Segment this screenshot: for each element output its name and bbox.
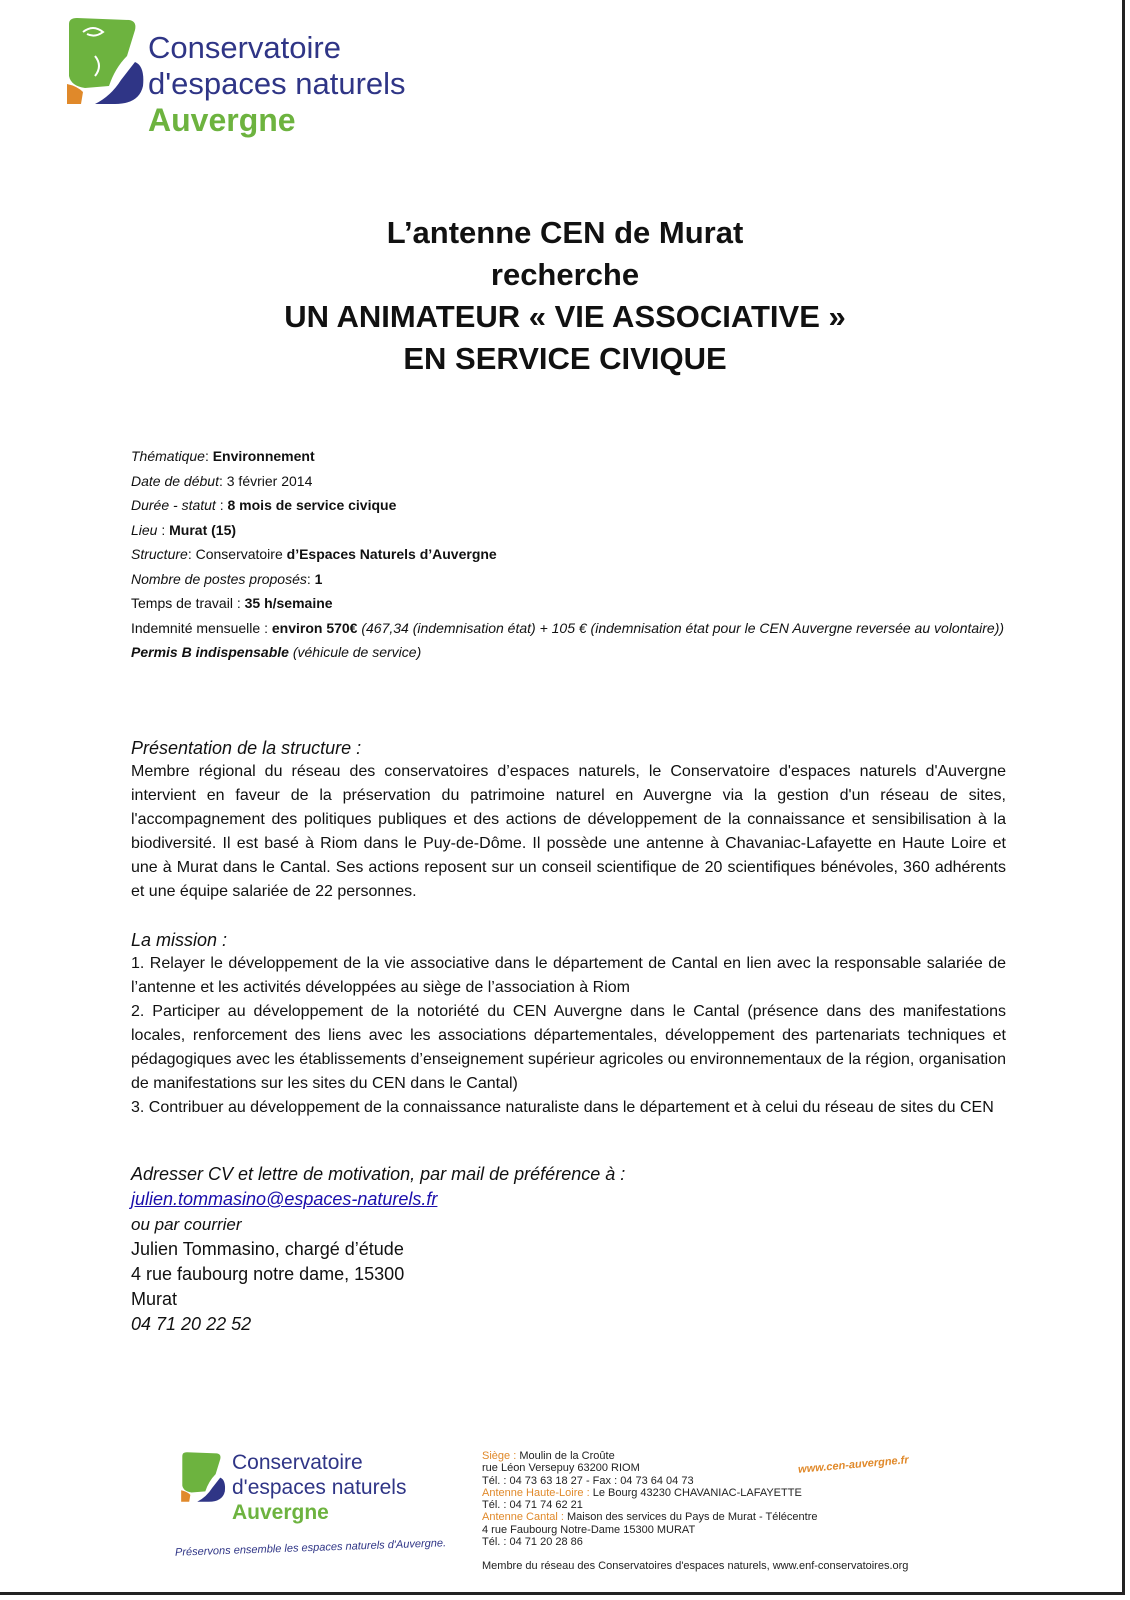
logo-line2: d'espaces naturels — [148, 66, 406, 101]
footer-logo-line1: Conservatoire — [232, 1451, 363, 1474]
footer-membre: Membre du réseau des Conservatoires d'espaces naturels, www.enf-conservatoires.org — [482, 1560, 909, 1573]
detail-lieu: Lieu : Murat (15) — [131, 521, 237, 538]
detail-postes: Nombre de postes proposés: 1 — [131, 570, 323, 587]
page-title — [0, 212, 1130, 380]
mission-heading: La mission — [131, 930, 218, 950]
mission-item: 2. Participer au développement de la notoriété du CEN Auvergne dans le Cantal (présence dans des manifestations locales, renforcement des liens avec les associations départementales, développement des partenariats techniques et pédagogiques avec les établissements d’enseignement supérieur agricoles ou environnementaux de la région, organisation de manifestations sur les sites du CEN dans le Cantal) — [131, 1003, 1006, 1092]
detail-date: Date de début: 3 février 2014 — [131, 472, 313, 489]
detail-temps: Temps de travail : 35 h/semaine — [131, 595, 333, 611]
presentation-section: Présentation de la structure : Membre régional du réseau des conservatoires d’espaces naturels, le Conservatoire d'espaces naturels d'Auvergne intervient en faveur de la préservation du patrimoine naturel en Auvergne via la gestion d'un réseau de sites, l'accompagnement des politiques publiques et des actions de développement de la connaissance et sensibilisation à la biodiversité. Il est basé à Riom dans le Puy-de-Dôme. Il possède une antenne à Chavaniac-Lafayette en Haute Loire et une à Murat dans le Cantal. Ses actions reposent sur un conseil scientifique de 20 scientifiques bénévoles, 360 adhérents et une équipe salariée de 22 personnes. — [131, 736, 1006, 904]
footer-logo-line2: d'espaces naturels — [232, 1476, 407, 1499]
presentation-text: Membre régional du réseau des conservatoires d’espaces naturels, le Conservatoire d'espaces naturels d'Auvergne intervient en faveur de la préservation du patrimoine naturel en Auvergne via la gestion d'un réseau de sites, l'accompagnement des politiques publiques et des actions de développement de la connaissance et sensibilisation à la biodiversité. Il est basé à Riom dans le Puy-de-Dôme. Il possède une antenne à Chavaniac-Lafayette en Haute Loire et une à Murat dans le Cantal. Ses actions reposent sur un conseil scientifique de 20 scientifiques bénévoles, 360 adhérents et une équipe salariée de 22 personnes. — [131, 763, 1006, 900]
detail-permis: Permis B indispensable (véhicule de service) — [131, 644, 422, 660]
presentation-heading: Présentation de la structure — [131, 738, 352, 758]
contact-address: 4 rue faubourg notre dame, 15300 — [131, 1264, 405, 1284]
footer-addresses: Siège : Moulin de la Croûte rue Léon Versepuy 63200 RIOM Tél. : 04 73 63 18 27 - Fax : 04 73 64 04 73 Antenne Haute-Loire : Le Bourg 43230 CHAVANIAC-LAFAYETTE Tél. : 04 71 74 62 21 Antenne Cantal : Maison des services du Pays de Murat - Télécentre 4 rue Faubourg Notre-Dame 15300 MURAT Tél. : 04 71 20 28 86 Membre du réseau des Conservatoires d'espaces naturels, www.enf-conservatoires.org — [482, 1450, 909, 1573]
mission-item: 3. Contribuer au développement de la connaissance naturaliste dans le département et à celui du réseau de sites du CEN — [131, 1099, 994, 1116]
contact-block — [131, 1162, 625, 1337]
detail-thematique: Thématique: Environnement — [131, 448, 315, 464]
footer-slogan: Préservons ensemble les espaces naturels d'Auvergne. — [174, 1537, 447, 1559]
mission-item: 1. Relayer le développement de la vie associative dans le département de Cantal en lien avec la responsable salariée de l’antenne et les activités développées au siège de l’association à Riom — [131, 955, 1006, 996]
contact-city: Murat — [131, 1289, 178, 1309]
footer-logo-icon — [180, 1448, 226, 1506]
email-link[interactable]: julien.tommasino@espaces-naturels.fr — [131, 1189, 438, 1209]
contact-name: Julien Tommasino, chargé d’étude — [131, 1239, 404, 1259]
contact-phone: 04 71 20 22 52 — [131, 1314, 252, 1334]
mission-section: La mission : 1. Relayer le développement de la vie associative dans le département de Cantal en lien avec la responsable salariée de l’antenne et les activités développées au siège de l’association à Riom 2. Participer au développement de la notoriété du CEN Auvergne dans le Cantal (présence dans des manifestations locales, renforcement des liens avec les associations départementales, développement des partenariats techniques et pédagogiques avec les établissements d’enseignement supérieur agricoles ou environnementaux de la région, organisation de manifestations sur les sites du CEN dans le Cantal) 3. Contribuer au développement de la connaissance naturaliste dans le département et à celui du réseau de sites du CEN — [131, 928, 1006, 1120]
footer-website-link[interactable]: www.cen-auvergne.fr — [797, 1454, 910, 1476]
title-line: EN SERVICE CIVIQUE — [403, 341, 727, 376]
detail-indemnite: Indemnité mensuelle : environ 570€ (467,34 (indemnisation état) + 105 € (indemnisation état pour le CEN Auvergne reversée au volontaire)) — [131, 619, 1005, 636]
contact-intro: Adresser CV et lettre de motivation, par mail de préférence à : — [131, 1164, 626, 1184]
contact-or: ou par courrier — [131, 1215, 242, 1234]
detail-structure: Structure: Conservatoire d’Espaces Naturels d’Auvergne — [131, 546, 497, 562]
title-line: L’antenne CEN de Murat — [386, 215, 744, 250]
detail-duree: Durée - statut : 8 mois de service civique — [131, 497, 397, 513]
cen-logo-icon — [65, 16, 145, 106]
title-line: recherche — [490, 257, 640, 292]
footer-logo-line3: Auvergne — [232, 1501, 329, 1524]
logo-line1: Conservatoire — [148, 30, 341, 65]
title-line: UN ANIMATEUR « VIE ASSOCIATIVE » — [284, 299, 846, 334]
logo-line3: Auvergne — [148, 102, 296, 138]
job-details — [131, 444, 1011, 665]
